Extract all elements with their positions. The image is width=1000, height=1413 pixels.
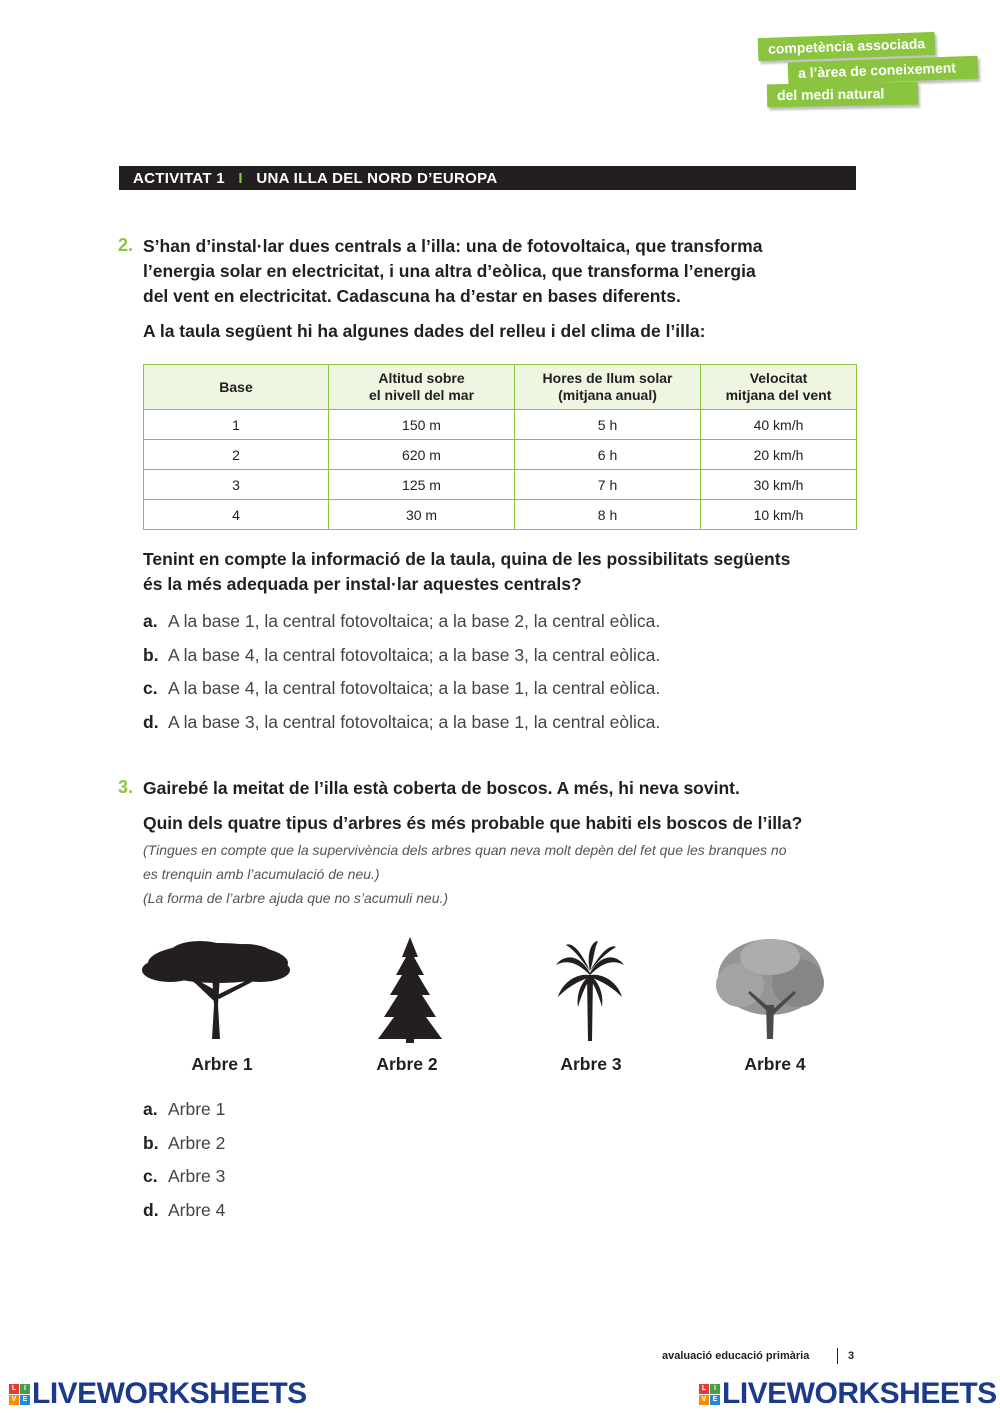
table-cell: 150 m: [329, 410, 515, 440]
table-cell: 40 km/h: [701, 410, 857, 440]
tree-label-4: Arbre 4: [744, 1054, 806, 1074]
q2-option-d[interactable]: d. A la base 3, la central fotovoltaica; a la base 1, la central eòlica.: [143, 712, 661, 732]
table-cell: 30 km/h: [701, 470, 857, 500]
table-cell: 20 km/h: [701, 440, 857, 470]
question-2-prompt-line: Tenint en compte la informació de la taula, quina de les possibilitats següents: [143, 549, 791, 569]
table-cell: 30 m: [329, 500, 515, 530]
activity-separator: I: [238, 170, 243, 187]
q3-option-c[interactable]: c. Arbre 3: [143, 1166, 226, 1186]
liveworksheets-wordmark[interactable]: LIVEWORKSHEETS: [32, 1377, 307, 1410]
question-3-prompt: Quin dels quatre tipus d’arbres és més probable que habiti els boscos de l’illa?: [143, 813, 803, 833]
table-cell: 5 h: [515, 410, 701, 440]
table-row: [144, 470, 857, 500]
table-header-base: Base: [144, 365, 329, 410]
table-header-wind-speed: Velocitat mitjana del vent: [701, 365, 857, 410]
tree-label-3: Arbre 3: [560, 1054, 622, 1074]
competence-tag-2: a l’àrea de coneixement: [788, 56, 979, 86]
question-2-line: del vent en electricitat. Cadascuna ha d’estar en bases diferents.: [143, 286, 681, 306]
table-cell: 8 h: [515, 500, 701, 530]
question-3-notes: [143, 838, 863, 910]
q3-option-a[interactable]: a. Arbre 1: [143, 1099, 226, 1119]
table-header-row: [144, 365, 857, 410]
page-number: 3: [848, 1350, 855, 1362]
liveworksheets-wordmark[interactable]: LIVEWORKSHEETS: [722, 1377, 997, 1410]
q2-option-c[interactable]: c. A la base 4, la central fotovoltaica; a la base 1, la central eòlica.: [143, 678, 661, 698]
note-line: (Tingues en compte que la supervivència dels arbres quan neva molt depèn del fet que les branques no: [143, 842, 787, 858]
liveworksheets-logo-icon: L I V E: [9, 1384, 31, 1406]
question-2-line: l’energia solar en electricitat, i una altra d’eòlica, que transforma l’energia: [143, 261, 756, 281]
table-row: [144, 500, 857, 530]
question-2-statement: [143, 234, 863, 309]
activity-label: ACTIVITAT 1: [133, 170, 225, 187]
conifer-tree-icon: [370, 935, 450, 1045]
table-cell: 125 m: [329, 470, 515, 500]
question-2-line: S’han d’instal·lar dues centrals a l’illa: una de fotovoltaica, que transforma: [143, 236, 763, 256]
table-header-sun-hours: Hores de llum solar (mitjana anual): [515, 365, 701, 410]
activity-header: [119, 166, 856, 190]
palm-tree-icon: [550, 935, 630, 1045]
competence-tag-1: competència associada: [758, 32, 936, 61]
table-cell: 2: [144, 440, 329, 470]
question-3-statement: Gairebé la meitat de l’illa està coberta de boscos. A més, hi neva sovint.: [143, 778, 740, 798]
q2-option-a[interactable]: a. A la base 1, la central fotovoltaica; a la base 2, la central eòlica.: [143, 611, 661, 631]
q2-option-b[interactable]: b. A la base 4, la central fotovoltaica; a la base 3, la central eòlica.: [143, 645, 661, 665]
footer-text: avaluació educació primària: [662, 1350, 810, 1362]
table-row: [144, 440, 857, 470]
question-3-number: 3.: [118, 777, 134, 797]
tree-label-1: Arbre 1: [191, 1054, 253, 1074]
table-cell: 4: [144, 500, 329, 530]
q3-option-d[interactable]: d. Arbre 4: [143, 1200, 226, 1220]
liveworksheets-logo-icon: L I V E: [699, 1384, 721, 1406]
question-2-prompt-line: és la més adequada per instal·lar aquestes centrals?: [143, 574, 582, 594]
footer-divider: [837, 1348, 838, 1364]
competence-tag-3: del medi natural: [767, 82, 919, 108]
tree-label-2: Arbre 2: [376, 1054, 438, 1074]
table-header-altitude: Altitud sobre el nivell del mar: [329, 365, 515, 410]
note-line: es trenquin amb l’acumulació de neu.): [143, 866, 380, 882]
table-cell: 620 m: [329, 440, 515, 470]
table-cell: 6 h: [515, 440, 701, 470]
deciduous-tree-icon: [710, 935, 830, 1045]
note-line: (La forma de l’arbre ajuda que no s’acumuli neu.): [143, 890, 449, 906]
table-cell: 7 h: [515, 470, 701, 500]
question-2-prompt: [143, 547, 863, 597]
table-intro: A la taula següent hi ha algunes dades del relleu i del clima de l’illa:: [143, 321, 706, 341]
acacia-tree-icon: [140, 935, 295, 1045]
q3-option-b[interactable]: b. Arbre 2: [143, 1133, 226, 1153]
table-row: [144, 410, 857, 440]
table-cell: 1: [144, 410, 329, 440]
climate-table: [143, 364, 857, 530]
activity-title: UNA ILLA DEL NORD D’EUROPA: [256, 170, 498, 187]
table-cell: 3: [144, 470, 329, 500]
question-2-number: 2.: [118, 235, 134, 255]
table-cell: 10 km/h: [701, 500, 857, 530]
